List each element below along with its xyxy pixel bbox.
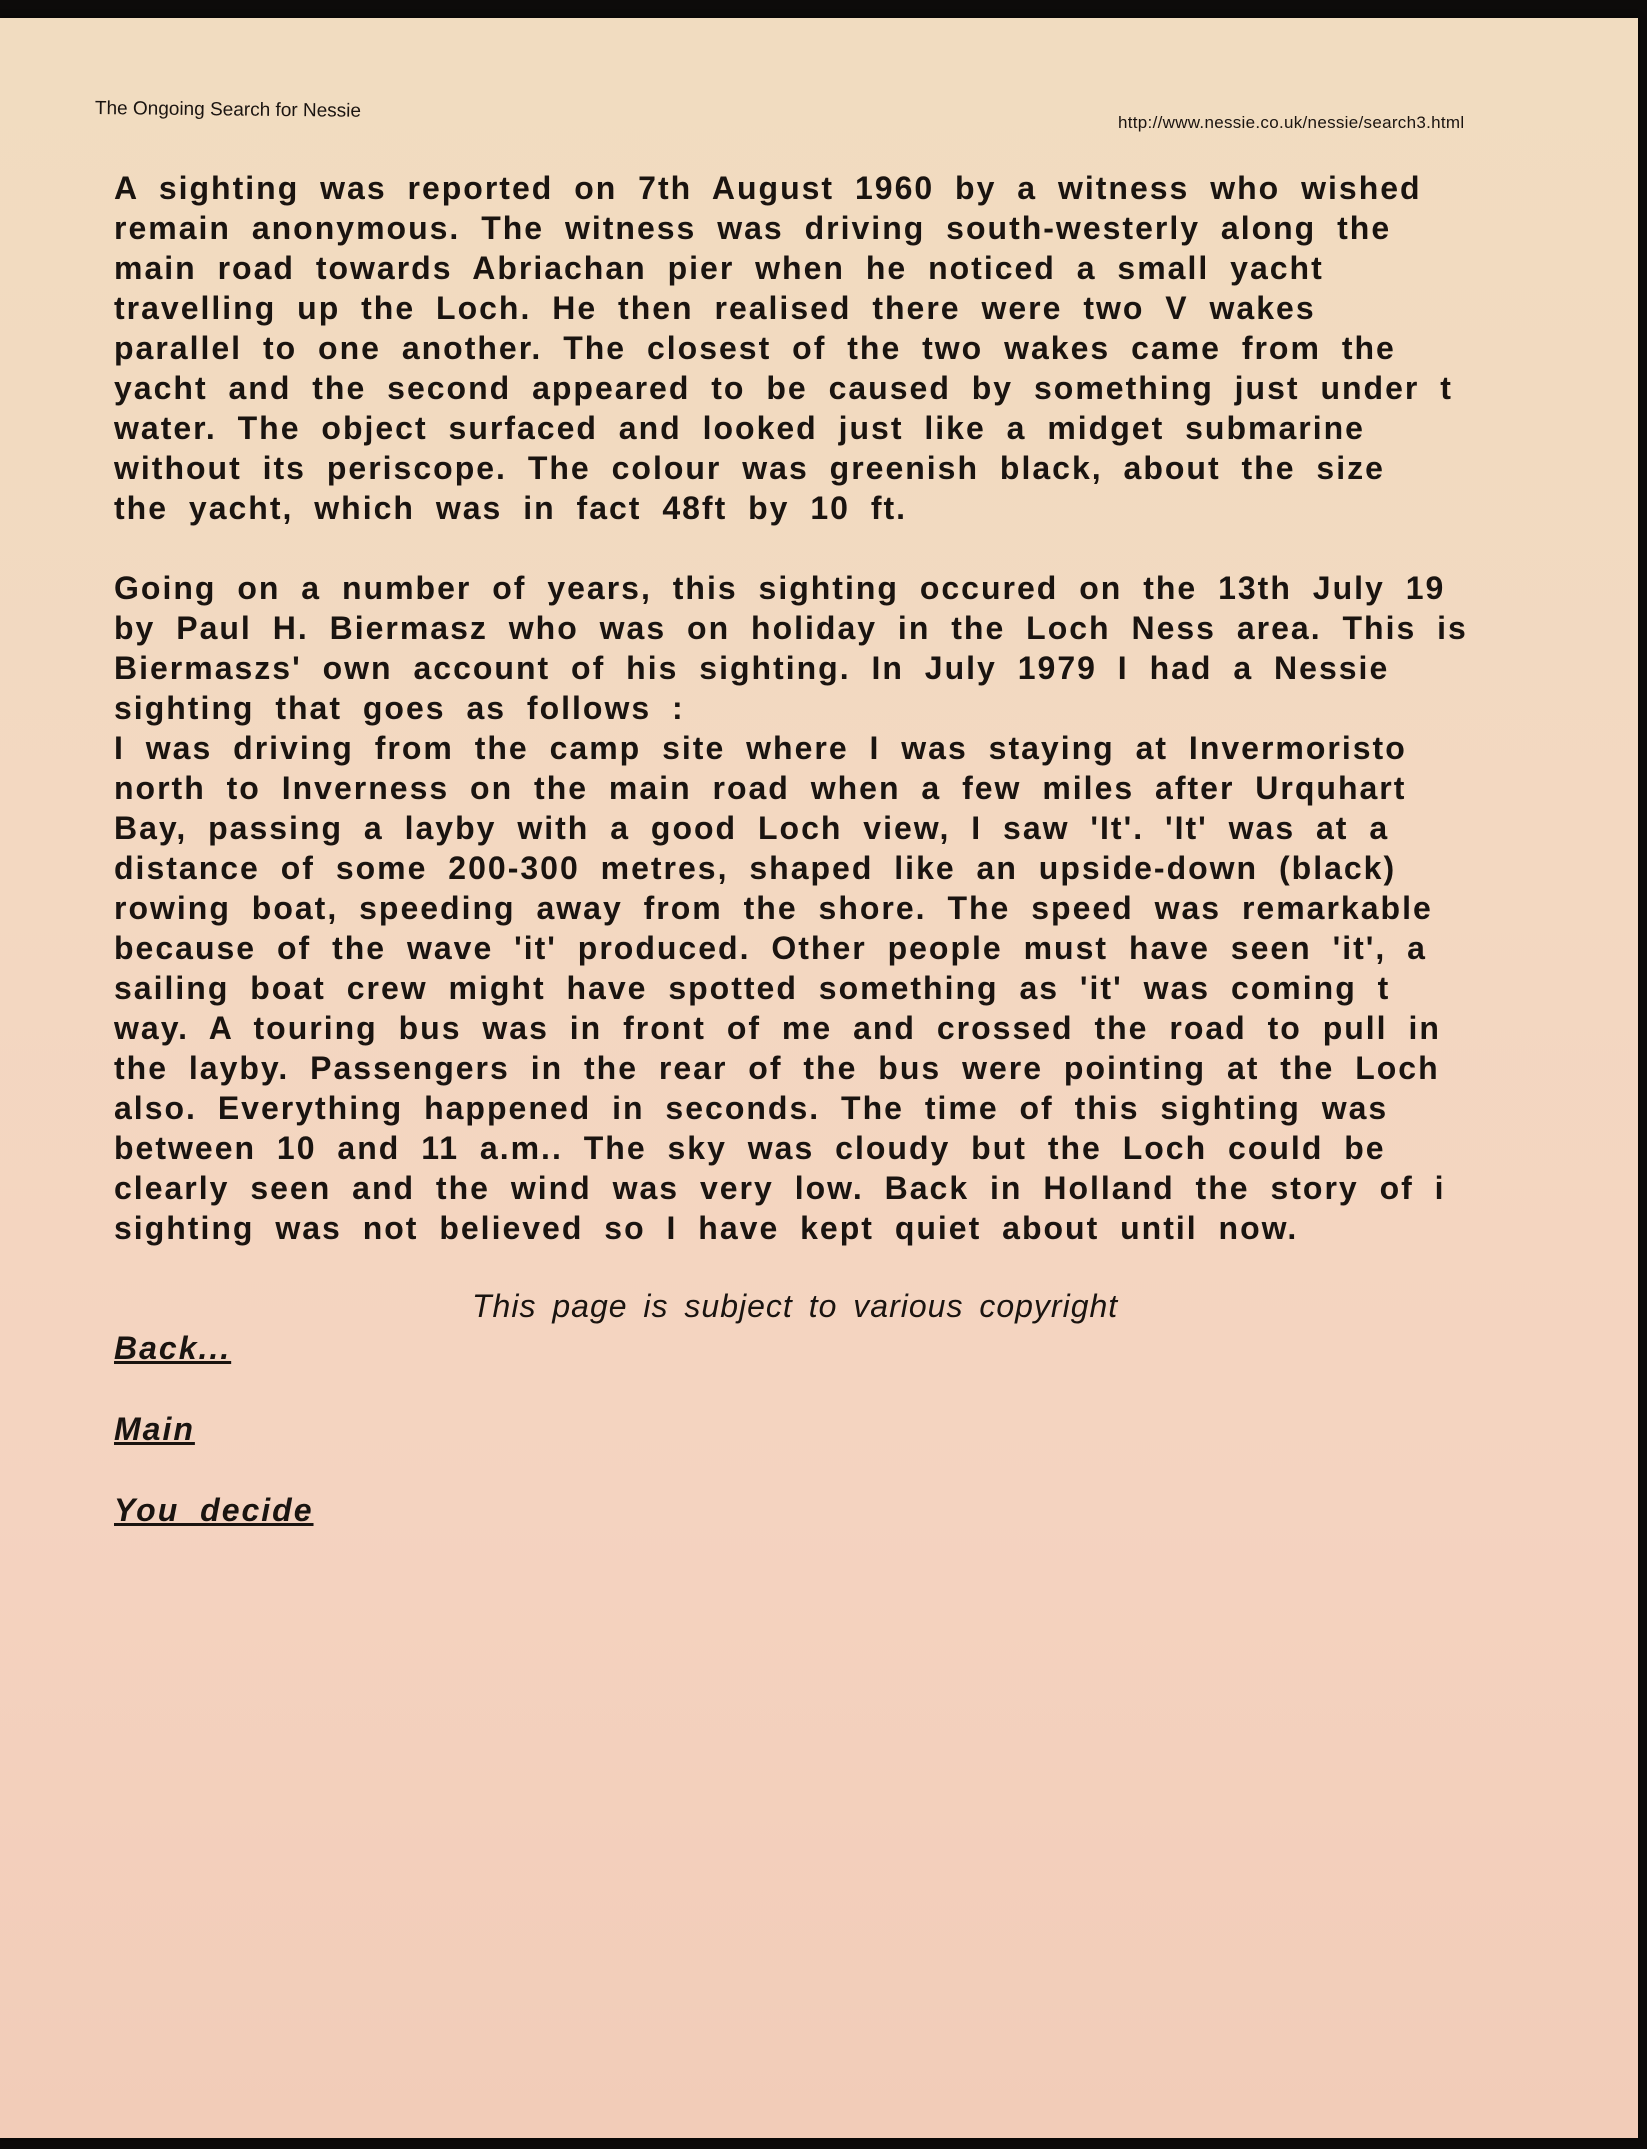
printed-page	[0, 18, 1638, 2138]
text-line: rowing boat, speeding away from the shore. The speed was remarkable	[114, 890, 1433, 926]
text-line: also. Everything happened in seconds. The time of this sighting was	[114, 1090, 1389, 1126]
text-line: because of the wave 'it' produced. Other people must have seen 'it', a	[114, 930, 1427, 966]
text-line: between 10 and 11 a.m.. The sky was cloudy but the Loch could be	[114, 1130, 1386, 1166]
text-line: the yacht, which was in fact 48ft by 10 ft.	[114, 490, 908, 526]
text-line: Bay, passing a layby with a good Loch view, I saw 'It'. 'It' was at a	[114, 810, 1390, 846]
text-line: sighting was not believed so I have kept quiet about until now.	[114, 1210, 1299, 1246]
text-line: north to Inverness on the main road when a few miles after Urquhart	[114, 770, 1407, 806]
text-line: sighting that goes as follows :	[114, 690, 685, 726]
paragraph-2	[114, 568, 1544, 1248]
page-header-url: http://www.nessie.co.uk/nessie/search3.html	[1118, 113, 1465, 132]
page-header-title: The Ongoing Search for Nessie	[94, 98, 362, 122]
paragraph-1	[114, 168, 1544, 528]
paragraph-spacer	[114, 528, 1544, 568]
article-body	[114, 168, 1544, 1248]
text-line: I was driving from the camp site where I was staying at Invermoristo	[114, 730, 1407, 766]
you-decide-link[interactable]: You decide	[114, 1492, 314, 1528]
text-line: by Paul H. Biermasz who was on holiday in the Loch Ness area. This is	[114, 610, 1468, 646]
text-line: Going on a number of years, this sighting occured on the 13th July 19	[114, 570, 1446, 606]
text-line: the layby. Passengers in the rear of the bus were pointing at the Loch	[114, 1050, 1440, 1086]
text-line: sailing boat crew might have spotted something as 'it' was coming t	[114, 970, 1391, 1006]
text-line: A sighting was reported on 7th August 1960 by a witness who wished	[114, 170, 1422, 206]
text-line: parallel to one another. The closest of the two wakes came from the	[114, 330, 1396, 366]
copyright-notice: This page is subject to various copyright	[472, 1288, 1119, 1324]
text-line: way. A touring bus was in front of me and crossed the road to pull in	[114, 1010, 1441, 1046]
main-link[interactable]: Main	[114, 1411, 195, 1447]
text-line: remain anonymous. The witness was driving south-westerly along the	[114, 210, 1392, 246]
back-link[interactable]: Back...	[114, 1330, 232, 1366]
text-line: travelling up the Loch. He then realised there were two V wakes	[114, 290, 1316, 326]
text-line: water. The object surfaced and looked just like a midget submarine	[114, 410, 1365, 446]
text-line: clearly seen and the wind was very low. Back in Holland the story of i	[114, 1170, 1446, 1206]
text-line: main road towards Abriachan pier when he noticed a small yacht	[114, 250, 1324, 286]
text-line: without its periscope. The colour was greenish black, about the size	[114, 450, 1385, 486]
text-line: Biermaszs' own account of his sighting. In July 1979 I had a Nessie	[114, 650, 1390, 686]
text-line: yacht and the second appeared to be caused by something just under t	[114, 370, 1453, 406]
text-line: distance of some 200-300 metres, shaped like an upside-down (black)	[114, 850, 1397, 886]
